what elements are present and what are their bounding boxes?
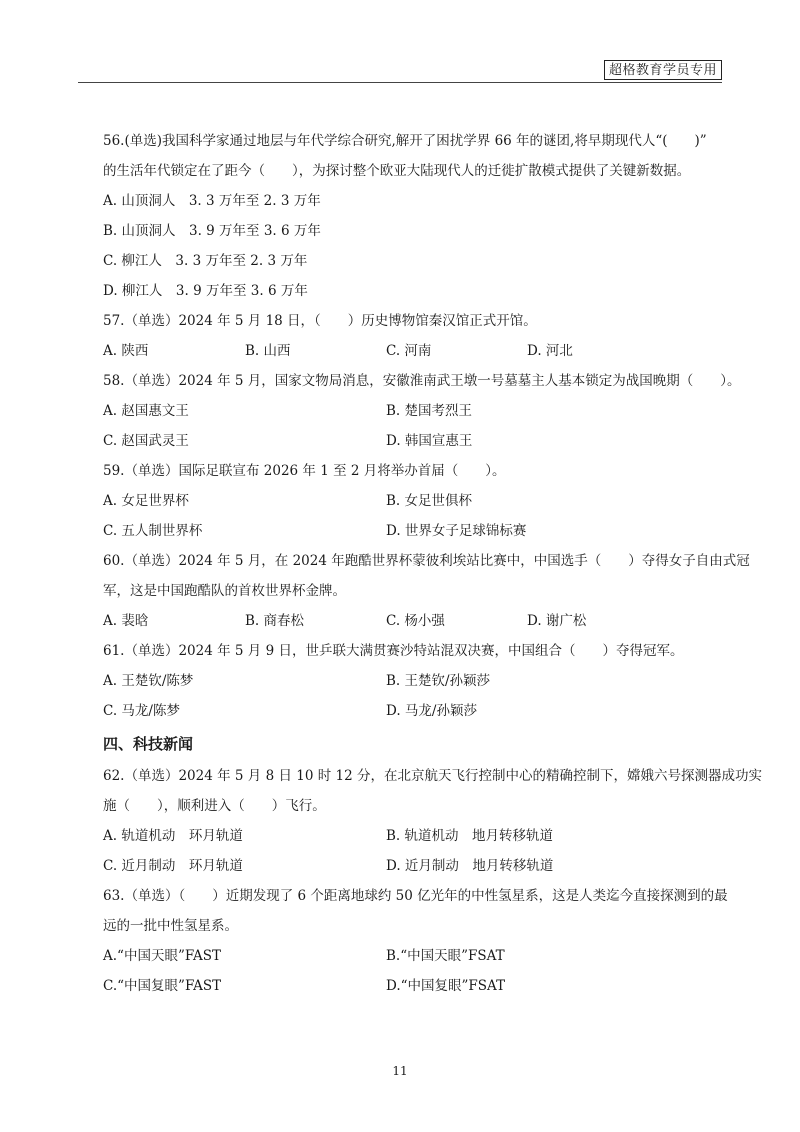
- q63-stem-line2: 远的一批中性氢星系。: [103, 918, 238, 934]
- q63-option-b: B.“中国天眼”FSAT: [386, 948, 505, 964]
- q63-option-d: D.“中国复眼”FSAT: [386, 978, 506, 994]
- q63-option-c: C.“中国复眼”FAST: [103, 978, 222, 994]
- section-heading: 四、科技新闻: [103, 735, 194, 753]
- q63-stem-line1: 63.（单选）（ ）近期发现了 6 个距离地球约 50 亿光年的中性氢星系，这是人类迄今直接探测到的最: [103, 888, 728, 904]
- q60-option-b: B. 商春松: [245, 613, 305, 629]
- q56-stem-line2: 的生活年代锁定在了距今（ ），为探讨整个欧亚大陆现代人的迁徙扩散模式提供了关键新数据。: [103, 163, 691, 179]
- q59-option-b: B. 女足世俱杯: [386, 493, 473, 509]
- q62-option-d: D. 近月制动 地月转移轨道: [386, 858, 554, 874]
- q58-option-d: D. 韩国宣惠王: [386, 433, 473, 449]
- q60-option-a: A. 裴晗: [103, 613, 149, 629]
- q57-option-c: C. 河南: [386, 343, 432, 359]
- q62-option-c: C. 近月制动 环月轨道: [103, 858, 243, 874]
- q62-option-b: B. 轨道机动 地月转移轨道: [386, 828, 554, 844]
- q62-option-a: A. 轨道机动 环月轨道: [103, 828, 243, 844]
- q61-option-b: B. 王楚钦/孙颖莎: [386, 673, 491, 689]
- q61-option-a: A. 王楚钦/陈梦: [103, 673, 194, 689]
- header-rule: [78, 82, 722, 83]
- q57-stem: 57.（单选）2024 年 5 月 18 日，（ ）历史博物馆秦汉馆正式开馆。: [103, 313, 537, 329]
- q56-option-c: C. 柳江人 3. 3 万年至 2. 3 万年: [103, 253, 308, 269]
- page-number: 11: [392, 1064, 408, 1078]
- q56-option-d: D. 柳江人 3. 9 万年至 3. 6 万年: [103, 283, 308, 299]
- q60-option-c: C. 杨小强: [386, 613, 445, 629]
- q60-stem-line1: 60.（单选）2024 年 5 月，在 2024 年跑酷世界杯蒙彼利埃站比赛中，中国选手（ ）夺得女子自由式冠: [103, 553, 750, 569]
- q60-option-d: D. 谢广松: [527, 613, 587, 629]
- q59-option-c: C. 五人制世界杯: [103, 523, 203, 539]
- q58-option-c: C. 赵国武灵王: [103, 433, 189, 449]
- q59-stem: 59.（单选）国际足联宣布 2026 年 1 至 2 月将举办首届（ ）。: [103, 463, 506, 479]
- q56-option-a: A. 山顶洞人 3. 3 万年至 2. 3 万年: [103, 193, 321, 209]
- q61-option-d: D. 马龙/孙颖莎: [386, 703, 477, 719]
- header-badge: 超格教育学员专用: [604, 60, 722, 80]
- q59-option-a: A. 女足世界杯: [103, 493, 189, 509]
- q61-stem: 61.（单选）2024 年 5 月 9 日，世乒联大满贯赛沙特站混双决赛，中国组合（ ）夺得冠军。: [103, 643, 684, 659]
- q56-option-b: B. 山顶洞人 3. 9 万年至 3. 6 万年: [103, 223, 321, 239]
- q58-option-b: B. 楚国考烈王: [386, 403, 473, 419]
- q56-stem-line1: 56.(单选)我国科学家通过地层与年代学综合研究,解开了困扰学界 66 年的谜团,将早期现代人“( )”: [103, 133, 707, 149]
- q59-option-d: D. 世界女子足球锦标赛: [386, 523, 527, 539]
- q62-stem-line2: 施（ ），顺利进入（ ）飞行。: [103, 798, 326, 814]
- q58-option-a: A. 赵国惠文王: [103, 403, 189, 419]
- q61-option-c: C. 马龙/陈梦: [103, 703, 180, 719]
- q63-option-a: A.“中国天眼”FAST: [103, 948, 222, 964]
- q57-option-b: B. 山西: [245, 343, 291, 359]
- q62-stem-line1: 62.（单选）2024 年 5 月 8 日 10 时 12 分，在北京航天飞行控制中心的精确控制下，嫦娥六号探测器成功实: [103, 768, 762, 784]
- q57-option-a: A. 陕西: [103, 343, 149, 359]
- q57-option-d: D. 河北: [527, 343, 573, 359]
- q58-stem: 58.（单选）2024 年 5 月，国家文物局消息，安徽淮南武王墩一号墓墓主人基本锁定为战国晚期（ ）。: [103, 373, 741, 389]
- q60-stem-line2: 军，这是中国跑酷队的首枚世界杯金牌。: [103, 583, 346, 599]
